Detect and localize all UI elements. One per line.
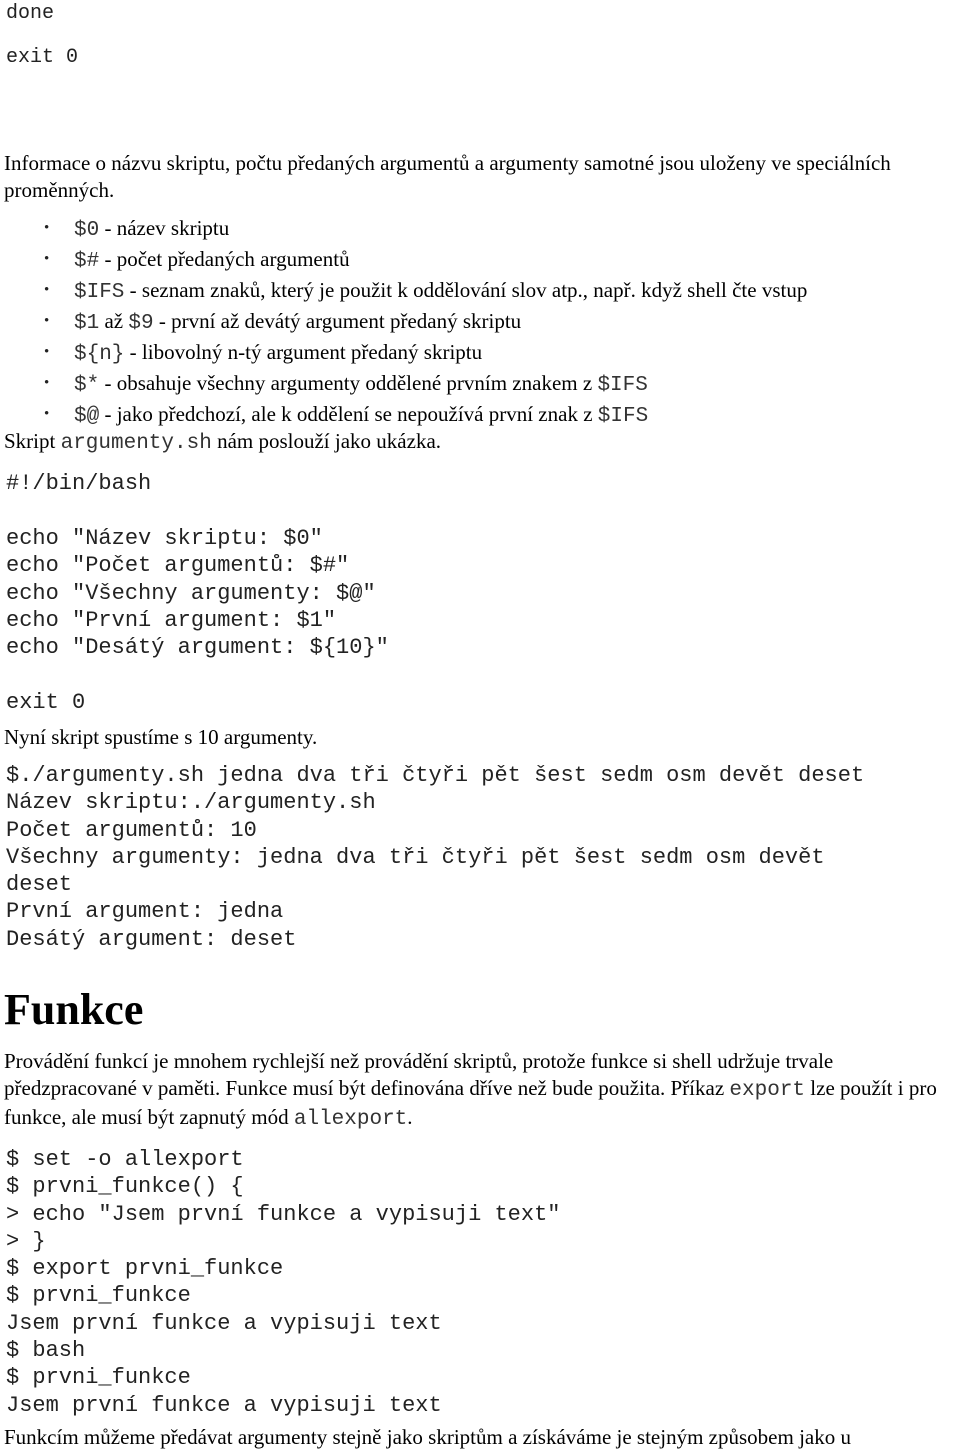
- functions-code-block: $ set -o allexport $ prvni_funkce() { > echo "Jsem první funkce a vypisuji text" > } $ export prvni_funkce $ prvni_funkce Jsem první funkce a vypisuji text $ bash $ prvni_funkce Jsem první funkce a vypisuji text: [6, 1147, 561, 1418]
- export-code: export: [729, 1079, 806, 1102]
- list-item: [74, 276, 807, 307]
- list-item-text: - jako předchozí, ale k oddělení se nepoužívá první znak z: [99, 402, 598, 426]
- variable-code: $#: [74, 250, 100, 273]
- variable-code: $IFS: [597, 405, 649, 428]
- intro-paragraph: Informace o názvu skriptu, počtu předaných argumentů a argumenty samotné jsou uloženy ve speciálních proměnných.: [4, 151, 891, 202]
- code-line: exit 0: [6, 46, 79, 69]
- variable-code: ${n}: [74, 343, 125, 366]
- script-code-block: #!/bin/bash echo "Název skriptu: $0" echo "Počet argumentů: $#" echo "Všechny argumenty: $@" echo "První argument: $1" echo "Desátý argument: ${10}" exit 0: [6, 471, 389, 716]
- text: Skript: [4, 429, 61, 453]
- text: nám poslouží jako ukázka.: [211, 429, 442, 453]
- variable-code: $*: [74, 374, 100, 397]
- allexport-code: allexport: [293, 1108, 408, 1131]
- variable-code: $@: [74, 405, 100, 428]
- list-item-text: - počet předaných argumentů: [99, 247, 350, 271]
- variable-code: $1: [74, 312, 100, 335]
- list-item-text: - název skriptu: [99, 216, 230, 240]
- list-item-text: - první až devátý argument předaný skriptu: [153, 309, 522, 333]
- last-line: Funkcím můžeme předávat argumenty stejně jako skriptům a získáváme je stejným způsobem jako u: [4, 1425, 851, 1449]
- variable-code: $0: [74, 219, 100, 242]
- variable-code: $IFS: [74, 281, 125, 304]
- text: .: [407, 1105, 413, 1129]
- functions-paragraph: [4, 1048, 954, 1133]
- list-item: [74, 245, 807, 276]
- text: Provádění funkcí je mnohem rychlejší než provádění skriptů, protože funkce si shell udržuje trvale předzpracované v paměti. Funkce musí být definována dříve než bude použita. Příkaz: [4, 1049, 834, 1100]
- script-intro-line: [4, 428, 954, 457]
- text: lze použít i pro funkce, ale musí být zapnutý mód: [4, 1076, 937, 1129]
- list-item-text: - obsahuje všechny argumenty oddělené prvním znakem z: [99, 371, 598, 395]
- variable-code: $IFS: [597, 374, 648, 397]
- list-item: [74, 307, 807, 338]
- run-output-code-block: $./argumenty.sh jedna dva tři čtyři pět šest sedm osm devět deset Název skriptu:./argumenty.sh Počet argumentů: 10 Všechny argumenty: jedna dva tři čtyři pět šest sedm osm devět deset První argument: jedna Desátý argument: deset: [6, 763, 865, 952]
- filename-code: argumenty.sh: [60, 432, 212, 455]
- variable-code: $9: [128, 312, 154, 335]
- section-heading: Funkce: [4, 985, 144, 1034]
- special-variables-list: [0, 214, 807, 431]
- list-item: [74, 338, 807, 369]
- list-item: [74, 400, 807, 431]
- run-intro-paragraph: Nyní skript spustíme s 10 argumenty.: [4, 725, 318, 749]
- list-item-text: - seznam znaků, který je použit k oddělování slov atp., např. když shell čte vstup: [124, 278, 808, 302]
- list-item: [74, 214, 807, 245]
- list-item-text: - libovolný n-tý argument předaný skriptu: [124, 340, 483, 364]
- code-block-top: [6, 0, 78, 80]
- list-item-text: až: [99, 309, 129, 333]
- list-item: [74, 369, 807, 400]
- code-line: done: [6, 2, 55, 25]
